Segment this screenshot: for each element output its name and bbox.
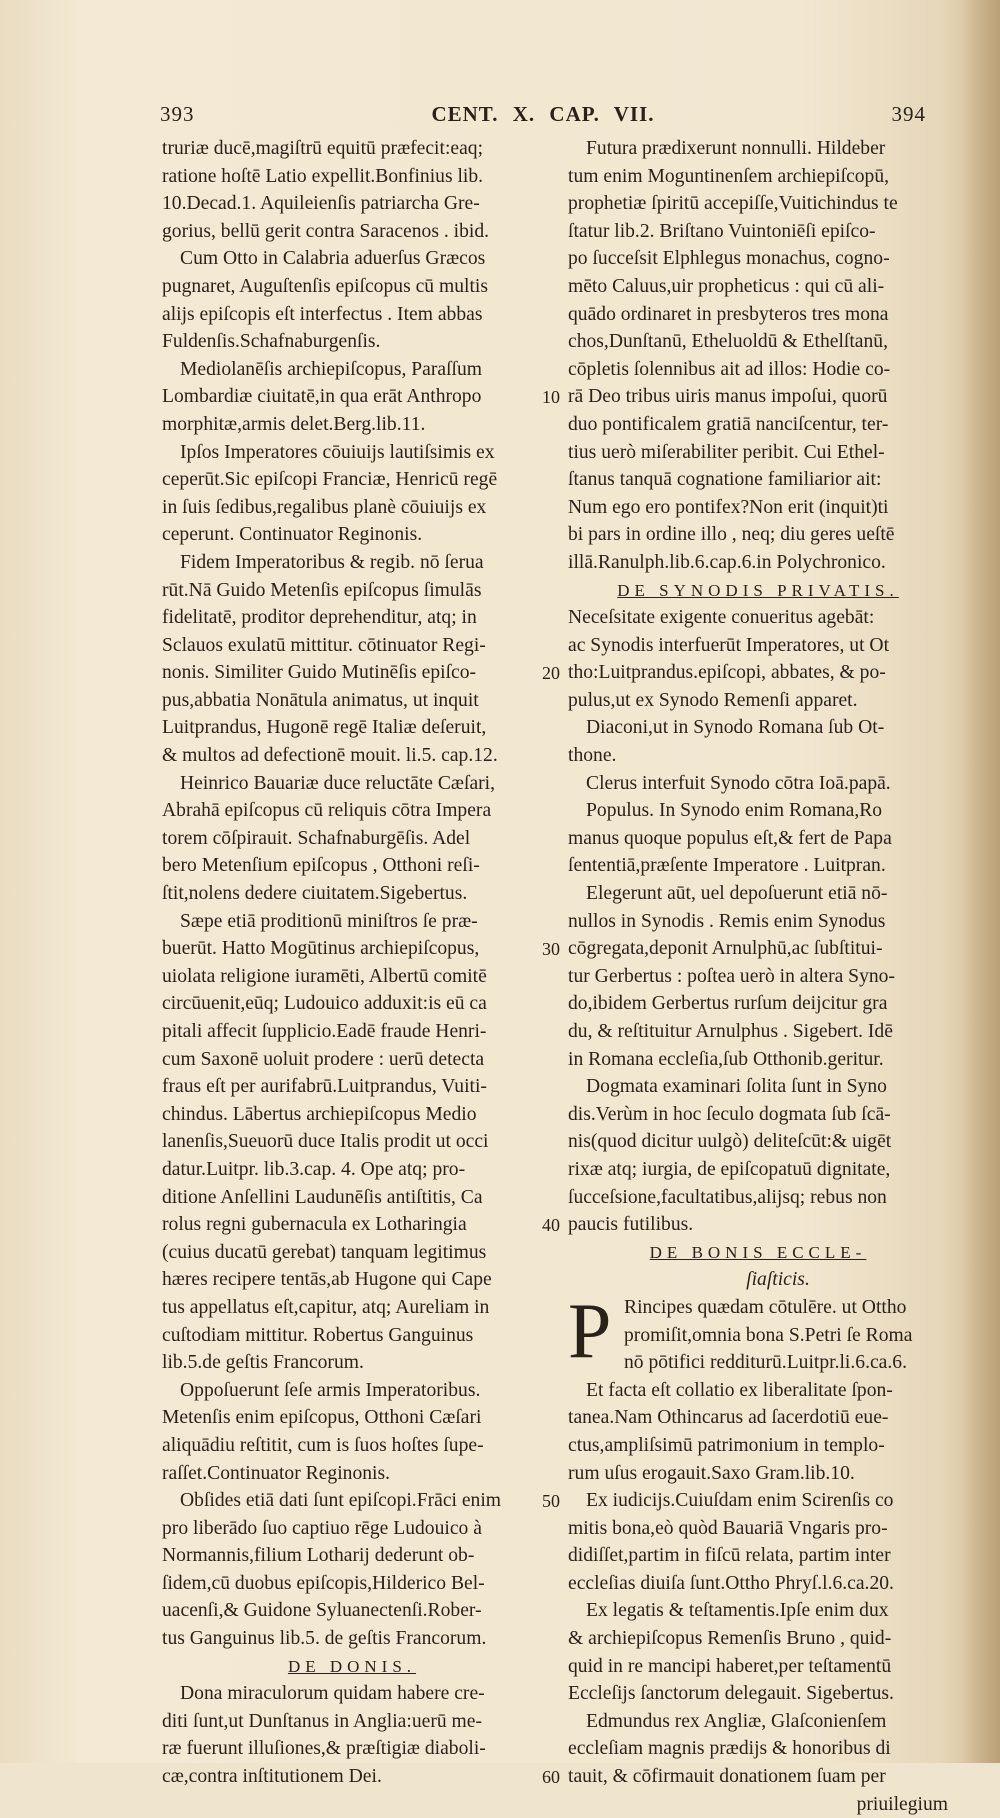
- right-column-text-line: rā Deo tribus uiris manus impoſui, quorū: [568, 386, 888, 408]
- left-column-text-line: Metenſis enim epiſcopus, Otthoni Cæſari: [162, 1407, 482, 1429]
- right-column-text-line: illā.Ranulph.lib.6.cap.6.in Polychronico.: [568, 551, 886, 573]
- right-column-text-line: quādo ordinaret in presbyteros tres mona: [568, 303, 889, 325]
- right-column-text-line: in Romana eccleſia,ſub Otthonib.geritur.: [568, 1048, 884, 1070]
- right-column-text-line: do,ibidem Gerbertus rurſum deijcitur gra: [568, 993, 888, 1015]
- left-column-text-line: pro liberādo ſuo captiuo rēge Ludouico à: [162, 1517, 482, 1539]
- right-column-text-line: rum uſus erogauit.Saxo Gram.lib.10.: [568, 1462, 855, 1484]
- right-column-text-line: Neceſsitate exigente conueritus agebāt:: [568, 607, 875, 629]
- left-column-text-line: Oppoſuerunt ſeſe armis Imperatoribus.: [180, 1379, 481, 1401]
- right-column-text-line: thone.: [568, 745, 617, 767]
- left-column-text-line: fidelitatē, proditor deprehenditur, atq; in: [162, 607, 477, 629]
- right-column-text-line: quid in re mancipi haberet,per teſtamentū: [568, 1655, 892, 1677]
- left-column-text-line: Abrahā epiſcopus cū reliquis cōtra Impera: [162, 800, 492, 822]
- left-column-text-line: rolus regni gubernacula ex Lotharingia: [162, 1214, 467, 1236]
- right-column-text-line: chos,Dunſtanū, Etheluoldū & Ethelſtanū,: [568, 331, 888, 353]
- right-column-text-line: ſiaſticis.: [746, 1269, 810, 1291]
- right-column-text-line: ſucceſsione,facultatibus,alijsq; rebus non: [568, 1186, 887, 1208]
- right-column-text-line: Futura prædixerunt nonnulli. Hildeber: [586, 138, 886, 159]
- left-column-text-line: Ipſos Imperatores cōuiuijs lautiſsimis ex: [180, 441, 495, 463]
- line-number-marker: 60: [542, 1767, 560, 1788]
- right-column-text-line: nis(quod dicitur uulgò) deliteſcūt:& uigēt: [568, 1131, 892, 1153]
- right-column-text-line: ctus,ampliſsimū patrimonium in templo-: [568, 1434, 885, 1456]
- line-number-marker: 30: [542, 939, 560, 960]
- right-column-text-line: & archiepiſcopus Remenſis Bruno , quid-: [568, 1628, 892, 1650]
- left-column-text-line: diti ſunt,ut Dunſtanus in Anglia:uerū me-: [162, 1710, 482, 1732]
- left-column-text-line: fraus eſt per aurifabrū.Luitprandus, Vuiti-: [162, 1076, 487, 1098]
- left-column-text-line: ceperunt. Continuator Reginonis.: [162, 524, 423, 546]
- section-heading: DE DONIS.: [287, 1656, 417, 1676]
- left-column-text-line: chindus. Lābertus archiepiſcopus Medio: [162, 1103, 477, 1125]
- left-column-text-line: truriæ ducē,magiſtrū equitū præfecit:eaq;: [162, 138, 484, 159]
- left-column-text-line: ſidem,cū duobus epiſcopis,Hilderico Bel-: [162, 1572, 485, 1594]
- left-column-text-line: cum Saxonē uoluit prodere : uerū detecta: [162, 1048, 485, 1070]
- left-column-text-line: raſſet.Continuator Reginonis.: [162, 1462, 391, 1484]
- left-column-text-line: & multos ad defectionē mouit. li.5. cap.12.: [162, 745, 498, 767]
- line-number-marker: 50: [542, 1491, 560, 1512]
- right-column-text-line: tur Gerbertus : poſtea uerò in altera Syno-: [568, 965, 895, 987]
- left-column-text-line: uiolata religione iuramēti, Albertū comitē: [162, 965, 487, 987]
- right-column-text-line: nullos in Synodis . Remis enim Synodus: [568, 910, 886, 932]
- right-column-text-line: Dogmata examinari ſolita ſunt in Syno: [586, 1076, 887, 1098]
- right-column-text-line: mēto Caluus,uir propheticus : qui cū ali-: [568, 275, 885, 297]
- left-column-text-line: cuſtodiam mittitur. Robertus Ganguinus: [162, 1324, 474, 1346]
- right-column-text-line: du, & reſtituitur Arnulphus . Sigebert. Idē: [568, 1021, 893, 1042]
- left-column-text-line: Normannis,filium Lotharij dederunt ob-: [162, 1545, 475, 1567]
- section-heading: DE BONIS ECCLE-: [649, 1242, 867, 1262]
- left-column-text-line: aliquādiu reſtitit, cum is ſuos hoſtes ſupe-: [162, 1434, 484, 1456]
- right-column: [568, 135, 948, 1818]
- right-column-text-line: ſtatur lib.2. Briſtano Vuintoniēſi epiſco-: [568, 220, 876, 242]
- right-column-text-line: cōgregata,deponit Arnulphū,ac ſubſtitui-: [568, 938, 883, 960]
- right-column-text-line: Diaconi,ut in Synodo Romana ſub Ot-: [586, 717, 885, 739]
- right-column-text-line: eccleſiam magnis prædijs & honoribus di: [568, 1738, 891, 1760]
- right-column-text-line: Ex iudicijs.Cuiuſdam enim Scirenſis co: [586, 1490, 894, 1512]
- left-column-text-line: alijs epiſcopis eſt interfectus . Item abbas: [162, 303, 483, 325]
- right-column-text-line: po ſucceſsit Elphlegus monachus, cogno-: [568, 248, 890, 270]
- left-column-text-line: Lombardiæ ciuitatē,in qua erāt Anthropo: [162, 386, 482, 408]
- right-column-text-line: dis.Verùm in hoc ſeculo dogmata ſub ſcā-: [568, 1103, 891, 1125]
- right-column-text-line: pulus,ut ex Synodo Remenſi apparet.: [568, 689, 858, 711]
- left-column-text-line: Obſides etiā dati ſunt epiſcopi.Frāci enim: [180, 1490, 502, 1512]
- left-column-text-line: gorius, bellū gerit contra Saracenos . ibid.: [162, 220, 490, 242]
- section-heading: DE SYNODIS PRIVATIS.: [617, 580, 899, 600]
- right-column-text-line: paucis futilibus.: [568, 1214, 694, 1236]
- left-column-text-line: bero Metenſium epiſcopus , Otthoni reſi-: [162, 855, 480, 877]
- left-column-text-line: 10.Decad.1. Aquileienſis patriarcha Gre-: [162, 193, 480, 215]
- right-column-text-line: Ex legatis & teſtamentis.Ipſe enim dux: [586, 1600, 889, 1622]
- left-column-text-line: pitali affecit ſupplicio.Eadē fraude Henri-: [162, 1021, 487, 1042]
- left-column-text-line: Cum Otto in Calabria aduerſus Græcos: [180, 248, 486, 270]
- right-column-text-line: Edmundus rex Angliæ, Glaſconienſem: [586, 1710, 887, 1732]
- left-column-text-line: morphitæ,armis delet.Berg.lib.11.: [162, 413, 426, 435]
- left-column-text-line: hæres recipere tentās,ab Hugone qui Cape: [162, 1269, 492, 1291]
- right-column-text-line: tanea.Nam Othincarus ad ſacerdotiū eue-: [568, 1407, 889, 1429]
- left-column-text-line: nonis. Similiter Guido Mutinēſis epiſco-: [162, 662, 477, 684]
- right-column-text-line: nō pōtifici redditurū.Luitpr.li.6.ca.6.: [624, 1352, 907, 1374]
- left-column-text-line: Sclauos exulatū mittitur. cōtinuator Regi-: [162, 634, 486, 656]
- left-column-text-line: datur.Luitpr. lib.3.cap. 4. Ope atq; pro-: [162, 1158, 466, 1180]
- page-number-left: 393: [160, 102, 195, 126]
- left-column-text-line: ſtit,nolens dedere ciuitatem.Sigebertus.: [162, 883, 468, 905]
- left-column-text-line: Fuldenſis.Schafnaburgenſis.: [162, 331, 381, 353]
- left-column-text-line: ditione Anſellini Laudunēſis antiſtitis, Ca: [162, 1186, 483, 1208]
- left-column-text-line: lib.5.de geſtis Francorum.: [162, 1352, 364, 1374]
- right-column-text-line: cōpletis ſolennibus ait ad illos: Hodie co-: [568, 358, 891, 380]
- left-column-text-line: tus appellatus eſt,capitur, atq; Aureliam in: [162, 1296, 490, 1318]
- right-column-text-line: manus quoque populus eſt,& fert de Papa: [568, 827, 892, 849]
- right-column-text-line: ſtanus tanquā cognatione familiarior ait:: [568, 469, 882, 491]
- right-column-text-line: rixæ atq; iurgia, de epiſcopatuū dignitate,: [568, 1158, 891, 1180]
- running-title: CENT. X. CAP. VII.: [431, 102, 655, 126]
- left-column-text-line: in ſuis ſedibus,regalibus planè cōuiuijs ex: [162, 496, 487, 518]
- running-header: [160, 102, 926, 132]
- right-column-text-line: mitis bona,eò quòd Bauariā Vngaris pro-: [568, 1517, 888, 1539]
- left-column-text-line: Mediolanēſis archiepiſcopus, Paraſſum: [180, 358, 482, 380]
- right-column-text-line: Clerus interfuit Synodo cōtra Ioā.papā.: [586, 772, 891, 794]
- line-number-marker: 10: [542, 387, 560, 408]
- line-number-marker: 40: [542, 1215, 560, 1236]
- right-column-text-line: ac Synodis interfuerūt Imperatores, ut Ot: [568, 634, 890, 656]
- right-column-text-line: Elegerunt aūt, uel depoſuerunt etiā nō-: [586, 883, 888, 905]
- left-column-text-line: rūt.Nā Guido Metenſis epiſcopus ſimulās: [162, 579, 482, 601]
- right-column-text-line: tho:Luitprandus.epiſcopi, abbates, & po-: [568, 662, 886, 684]
- right-column-text-line: eccleſias diuiſa ſunt.Ottho Phryſ.l.6.ca.20.: [568, 1572, 894, 1594]
- right-column-text-line: Rincipes quædam cōtulēre. ut Ottho: [624, 1296, 907, 1318]
- left-column-text-line: Fidem Imperatoribus & regib. nō ſerua: [180, 551, 484, 573]
- left-column-text-line: torem cōſpirauit. Schafnaburgēſis. Adel: [162, 827, 471, 849]
- left-column: [162, 135, 542, 1791]
- left-column-text-line: Heinrico Bauariæ duce reluctāte Cæſari,: [180, 772, 496, 794]
- page-number-right: 394: [891, 102, 926, 126]
- left-column-text-line: pugnaret, Auguſtenſis epiſcopus cū multis: [162, 275, 488, 297]
- right-column-text-line: tauit, & cōfirmauit donationem ſuam per: [568, 1766, 886, 1788]
- left-column-text-line: buerūt. Hatto Mogūtinus archiepiſcopus,: [162, 938, 480, 960]
- right-column-text-line: promiſit,omnia bona S.Petri ſe Roma: [624, 1324, 913, 1346]
- left-column-text-line: Luitprandus, Hugonē regē Italiæ deſeruit,: [162, 717, 487, 739]
- left-column-text-line: ræ fuerunt illuſiones,& præſtigiæ diaboli-: [162, 1738, 486, 1760]
- right-column-text-line: tius uerò miſerabiliter peribit. Cui Ethel-: [568, 441, 885, 463]
- right-column-text-line: Num ego ero pontifex?Non erit (inquit)ti: [568, 496, 889, 518]
- left-column-text-line: circūuenit,eūq; Ludouico adduxit:is eū ca: [162, 993, 487, 1015]
- right-column-text-line: bi pars in ordine illo , neq; diu geres ueſtē: [568, 524, 895, 546]
- right-column-text-line: Populus. In Synodo enim Romana,Ro: [586, 800, 883, 822]
- right-column-text-line: Et facta eſt collatio ex liberalitate ſpon-: [586, 1379, 893, 1401]
- left-column-text-line: Sæpe etiā proditionū miniſtros ſe præ-: [180, 910, 478, 932]
- left-column-text-line: tus Ganguinus lib.5. de geſtis Francorum.: [162, 1628, 487, 1650]
- right-column-text-line: ſententiā,præſente Imperatore . Luitpran.: [568, 855, 886, 877]
- right-column-text-line: tum enim Moguntinenſem archiepiſcopū,: [568, 165, 890, 187]
- right-column-text-line: Eccleſijs ſanctorum delegauit. Sigebertus.: [568, 1683, 894, 1705]
- left-column-text-line: cæ,contra inſtitutionem Dei.: [162, 1766, 382, 1788]
- right-column-text-line: didiſſet,partim in fiſcū relata, partim inter: [568, 1545, 891, 1567]
- left-column-text-line: ratione hoſtē Latio expellit.Bonfinius lib.: [162, 165, 484, 187]
- left-column-text-line: lanenſis,Sueuorū duce Italis prodit ut occi: [162, 1131, 489, 1153]
- drop-cap-letter: P: [568, 1287, 612, 1375]
- right-column-text-line: prophetiæ ſpiritū accepiſſe,Vuitichindus te: [568, 193, 898, 215]
- line-number-marker: 20: [542, 663, 560, 684]
- left-column-text-line: ceperūt.Sic epiſcopi Franciæ, Henricū regē: [162, 469, 498, 491]
- left-column-text-line: uacenſi,& Guidone Syluanectenſi.Rober-: [162, 1600, 482, 1622]
- right-column-text-line: duo pontificalem gratiā nanciſcentur, ter-: [568, 413, 889, 435]
- catchword: priuilegium: [856, 1793, 948, 1815]
- left-column-text-line: (cuius ducatū gerebat) tanquam legitimus: [162, 1241, 487, 1263]
- left-column-text-line: pus,abbatia Nonātula animatus, ut inquit: [162, 689, 479, 711]
- left-column-text-line: Dona miraculorum quidam habere cre-: [180, 1683, 485, 1705]
